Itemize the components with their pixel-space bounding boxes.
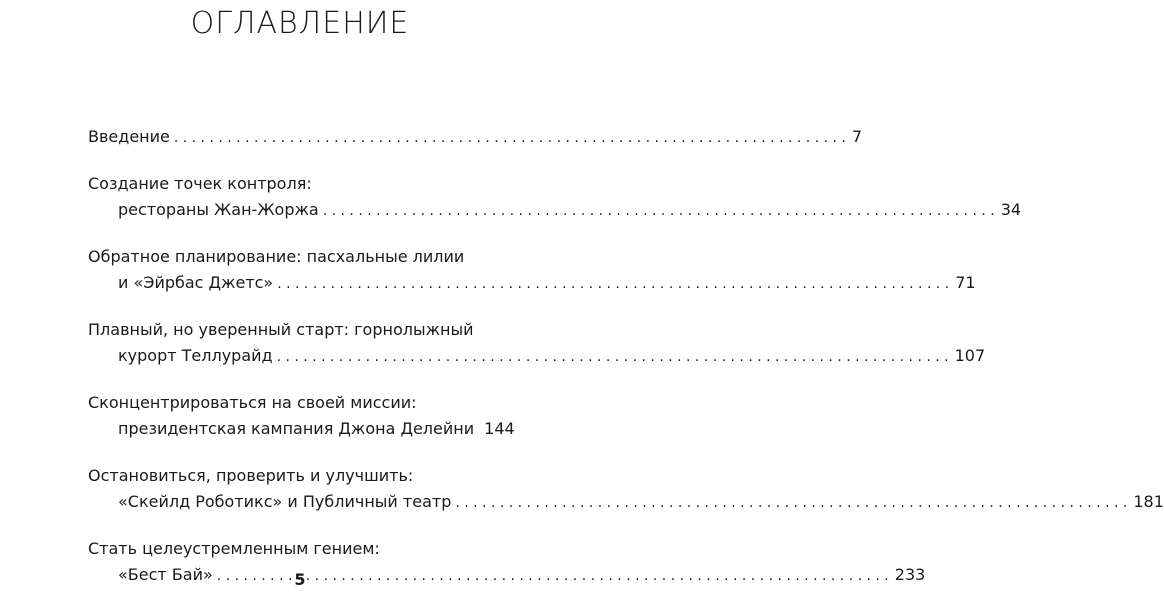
toc-entry-line (88, 416, 515, 442)
dot-leader (174, 125, 846, 151)
page-title: ОГЛАВЛЕНИЕ (190, 6, 410, 41)
toc-entry-title: Введение (88, 127, 170, 146)
toc-entry-line (88, 343, 986, 369)
toc-entry-title: Остановиться, проверить и улучшить: (88, 466, 414, 485)
toc-entry-title: Сконцентрироваться на своей миссии: (88, 393, 417, 412)
toc-entry-1 (88, 124, 863, 150)
toc-page-number: 107 (954, 346, 986, 365)
dot-leader (277, 271, 949, 297)
toc-entry-subtitle: «Скейлд Роботикс» и Публичный театр (118, 492, 452, 511)
toc-entry-subtitle: президентская кампания Джона Делейни (118, 419, 475, 438)
toc-page-number: 34 (1000, 200, 1022, 219)
toc-page-number: 71 (955, 273, 976, 292)
toc-entry-line (88, 489, 1164, 515)
toc-entry-6 (88, 463, 1164, 515)
toc-entry-subtitle: и «Эйрбас Джетс» (118, 273, 274, 292)
toc-entry-title: Плавный, но уверенный старт: горнолыжный (88, 320, 474, 339)
toc-entry-3 (88, 244, 976, 296)
toc-entry-line (88, 270, 976, 296)
toc-page-number: 144 (484, 419, 515, 438)
dot-leader (455, 490, 1127, 516)
toc-page-number: 7 (851, 127, 863, 146)
toc-entry-subtitle: «Бест Бай» (118, 565, 213, 584)
page-folio: 5 (294, 570, 306, 589)
toc-entry-line (88, 197, 1022, 223)
dot-leader (323, 198, 995, 224)
toc-entry-5 (88, 390, 515, 442)
toc-entry-title: Создание точек контроля: (88, 174, 312, 193)
toc-page-number: 233 (894, 565, 926, 584)
table-of-contents (88, 124, 1164, 609)
toc-entry-title: Обратное планирование: пасхальные лилии (88, 247, 465, 266)
toc-entry-subtitle: рестораны Жан-Жоржа (118, 200, 319, 219)
toc-entry-4 (88, 317, 986, 369)
toc-entry-2 (88, 171, 1022, 223)
toc-entry-subtitle: курорт Теллурайд (118, 346, 273, 365)
dot-leader (277, 344, 949, 370)
toc-entry-line (88, 124, 863, 150)
toc-entry-title: Стать целеустремленным гением: (88, 539, 380, 558)
toc-page-number: 181 (1133, 492, 1164, 511)
